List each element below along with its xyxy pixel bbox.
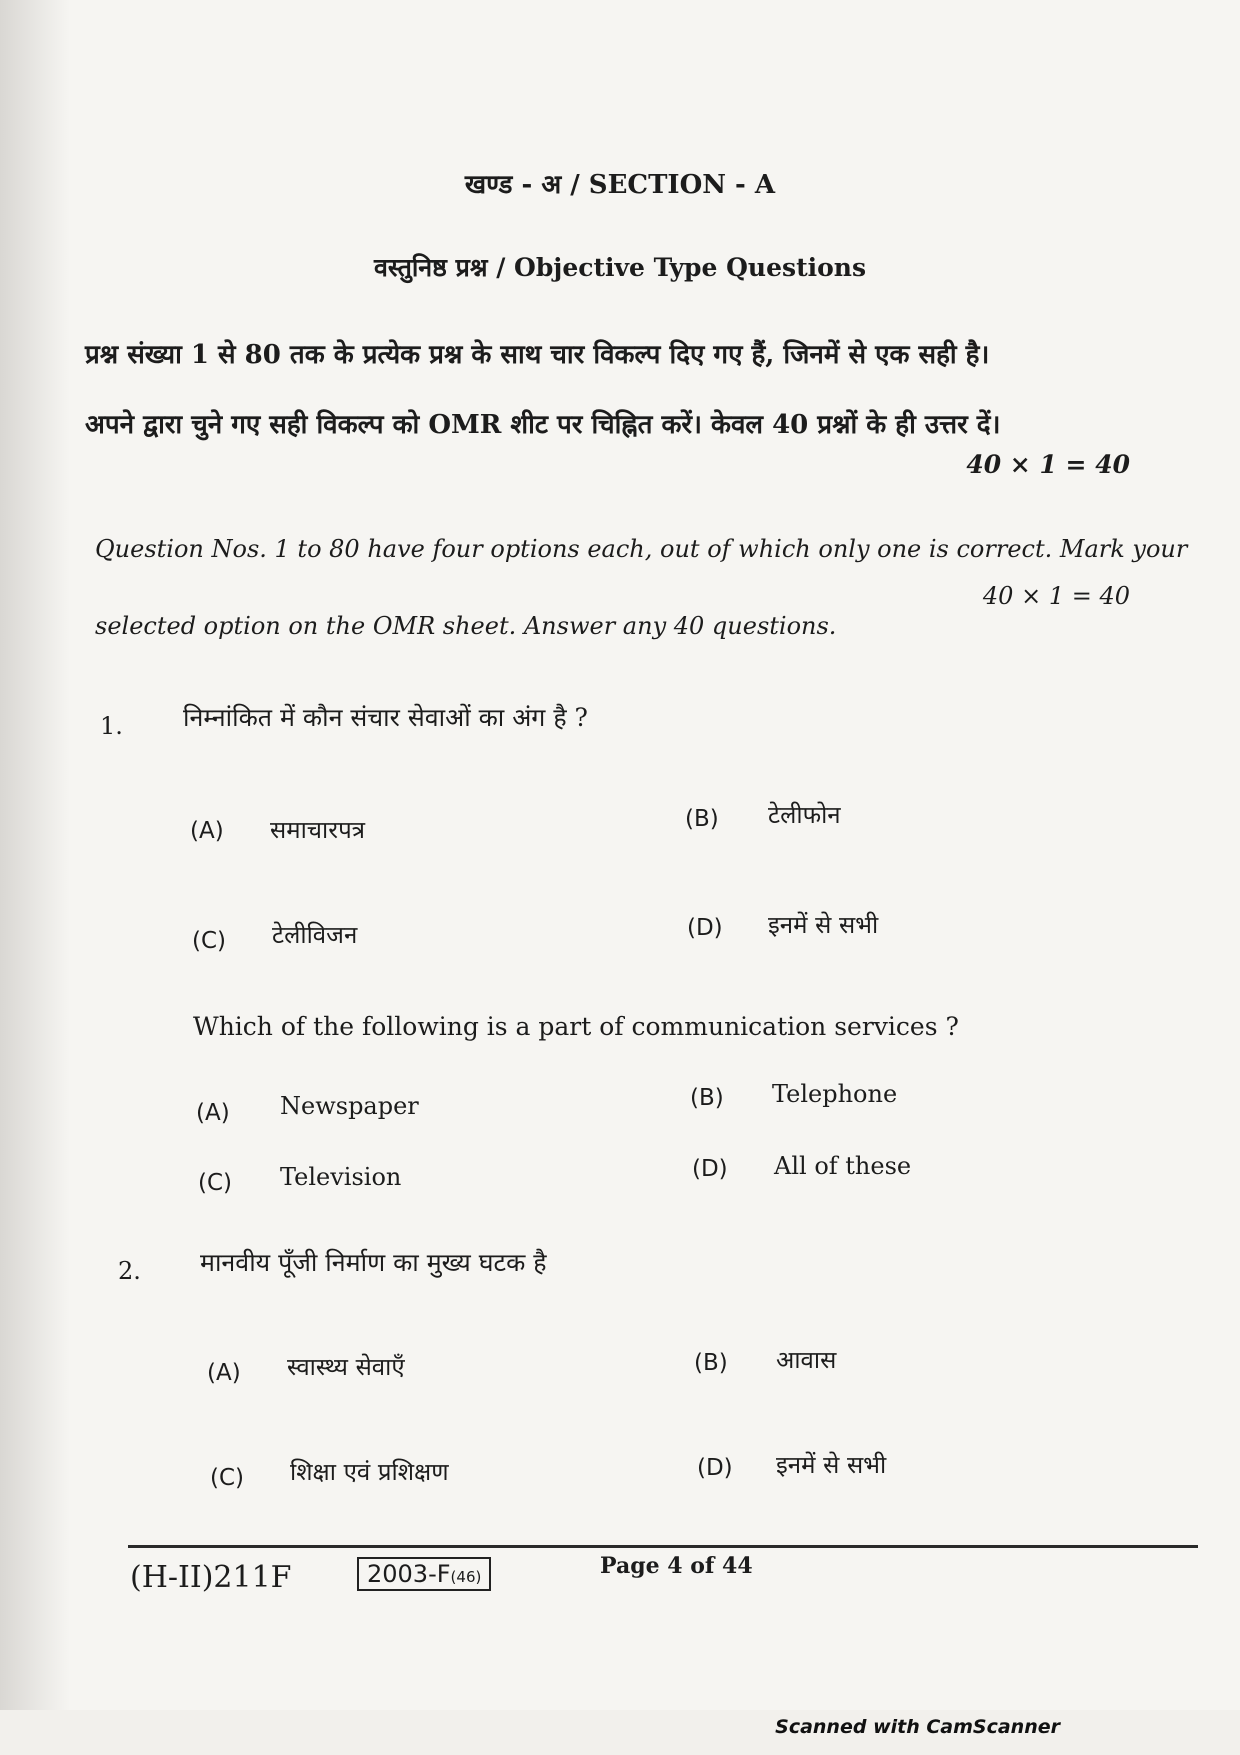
option-text: इनमें से सभी xyxy=(768,911,879,939)
option-text: स्वास्थ्य सेवाएँ xyxy=(287,1353,405,1381)
option-label: (C) xyxy=(198,1170,233,1196)
option-text: आवास xyxy=(776,1346,837,1374)
option-label: (C) xyxy=(192,928,227,954)
option-text: शिक्षा एवं प्रशिक्षण xyxy=(290,1458,449,1486)
marks-en: 40 × 1 = 40 xyxy=(982,582,1130,610)
option-label: (B) xyxy=(690,1085,724,1111)
scanner-watermark: Scanned with CamScanner xyxy=(775,1716,1060,1738)
option-label: (C) xyxy=(210,1465,245,1491)
paper-code: (H-II)211F xyxy=(130,1560,292,1595)
question-text-en: Which of the following is a part of communication services ? xyxy=(193,1012,959,1041)
instruction-en-line-1: Question Nos. 1 to 80 have four options each, out of which only one is correct. Mark your xyxy=(95,535,1188,563)
instruction-en-line-2: selected option on the OMR sheet. Answer any 40 questions. xyxy=(95,612,837,640)
question-text-hi: निम्नांकित में कौन संचार सेवाओं का अंग है ? xyxy=(183,703,588,732)
option-text: इनमें से सभी xyxy=(776,1451,887,1479)
option-text: टेलीविजन xyxy=(272,921,358,949)
paper-set-code xyxy=(357,1557,491,1591)
option-label: (B) xyxy=(694,1350,728,1376)
option-text: Newspaper xyxy=(280,1092,419,1120)
page-number: Page 4 of 44 xyxy=(600,1553,753,1579)
option-text: Television xyxy=(280,1163,402,1191)
marks-hi: 40 × 1 = 40 xyxy=(966,450,1130,479)
option-text: समाचारपत्र xyxy=(270,816,365,844)
instruction-hi-line-2: अपने द्वारा चुने गए सही विकल्प को OMR शीट पर चिह्नित करें। केवल 40 प्रश्नों के ही उत्तर दें। xyxy=(85,410,1001,440)
question-number: 1. xyxy=(100,712,123,740)
option-text: All of these xyxy=(774,1152,912,1180)
option-label: (A) xyxy=(207,1360,241,1386)
option-text: टेलीफोन xyxy=(768,801,841,829)
question-text-hi: मानवीय पूँजी निर्माण का मुख्य घटक है xyxy=(200,1248,547,1277)
option-label: (A) xyxy=(196,1100,230,1126)
subheading: वस्तुनिष्ठ प्रश्न / Objective Type Questions xyxy=(373,253,867,282)
section-heading: खण्ड - अ / SECTION - A xyxy=(464,170,776,200)
option-label: (D) xyxy=(692,1156,728,1182)
option-label: (B) xyxy=(685,806,719,832)
instruction-hi-line-1: प्रश्न संख्या 1 से 80 तक के प्रत्येक प्रश्न के साथ चार विकल्प दिए गए हैं, जिनमें से एक सही है। xyxy=(85,340,990,370)
option-label: (D) xyxy=(687,915,723,941)
option-text: Telephone xyxy=(772,1080,898,1108)
set-code-main: 2003-F xyxy=(367,1560,451,1588)
footer-rule xyxy=(128,1545,1198,1548)
option-label: (A) xyxy=(190,818,224,844)
set-code-sub: (46) xyxy=(450,1568,482,1586)
option-label: (D) xyxy=(697,1455,733,1481)
question-number: 2. xyxy=(118,1257,141,1285)
